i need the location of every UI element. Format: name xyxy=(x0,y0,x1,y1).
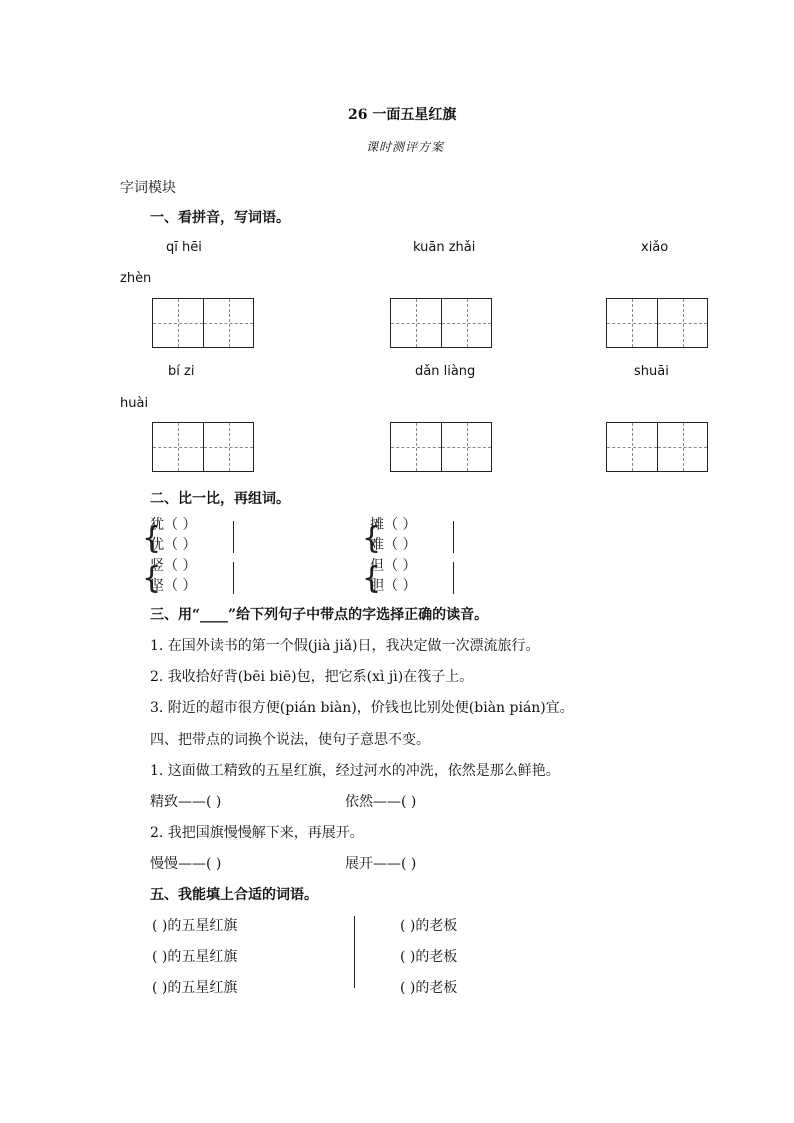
pinyin-label: shuāi xyxy=(634,364,669,379)
fill-blank-item[interactable]: ( )的老板 xyxy=(400,949,458,965)
pinyin-label: qī hēi xyxy=(166,240,202,255)
writing-grid[interactable] xyxy=(390,298,492,348)
page-subtitle: 课时测评方案 xyxy=(366,140,445,154)
compare-item: 胆（ ） xyxy=(370,578,417,594)
writing-cell[interactable] xyxy=(203,299,253,347)
q4-answer[interactable]: 精致——( ) xyxy=(150,794,222,810)
q3-sentence: 2. 我收拾好背(bēi biē)包，把它系(xì jì)在筏子上。 xyxy=(150,669,474,685)
writing-grid[interactable] xyxy=(152,422,254,472)
writing-cell[interactable] xyxy=(607,423,657,471)
writing-cell[interactable] xyxy=(441,423,491,471)
left-brace: { xyxy=(142,521,162,556)
q2-heading: 二、比一比，再组词。 xyxy=(150,491,290,507)
pinyin-label-wrap: zhèn xyxy=(120,271,152,286)
q1-heading: 一、看拼音，写词语。 xyxy=(150,210,290,226)
column-divider xyxy=(354,916,355,988)
writing-cell[interactable] xyxy=(607,299,657,347)
fill-blank-item[interactable]: ( )的老板 xyxy=(400,980,458,996)
writing-cell[interactable] xyxy=(203,423,253,471)
pinyin-label: bí zi xyxy=(168,364,195,379)
right-bracket xyxy=(233,521,234,553)
module-heading: 字词模块 xyxy=(120,180,176,196)
q3-sentence: 1. 在国外读书的第一个假(jià jiǎ)日，我决定做一次漂流旅行。 xyxy=(150,638,540,654)
left-brace: { xyxy=(362,561,382,596)
compare-item: 但（ ） xyxy=(370,558,417,574)
writing-cell[interactable] xyxy=(391,423,441,471)
q4-sentence: 1. 这面做工精致的五星红旗，经过河水的冲洗，依然是那么鲜艳。 xyxy=(150,763,560,779)
q4-heading: 四、把带点的词换个说法，使句子意思不变。 xyxy=(150,732,430,748)
writing-grid[interactable] xyxy=(606,298,708,348)
pinyin-label-wrap: huài xyxy=(120,396,149,411)
q4-answer[interactable]: 慢慢——( ) xyxy=(150,856,222,872)
writing-cell[interactable] xyxy=(153,299,203,347)
pinyin-label: dǎn liàng xyxy=(415,364,476,379)
q3-sentence: 3. 附近的超市很方便(pián biàn)，价钱也比别处便(biàn pián)宜。 xyxy=(150,700,574,716)
compare-item: 坚（ ） xyxy=(150,578,197,594)
writing-cell[interactable] xyxy=(391,299,441,347)
right-bracket xyxy=(453,521,454,553)
fill-blank-item[interactable]: ( )的五星红旗 xyxy=(152,918,238,934)
q5-heading: 五、我能填上合适的词语。 xyxy=(150,887,318,903)
right-bracket xyxy=(453,562,454,594)
q3-heading: 三、用“____”给下列句子中带点的字选择正确的读音。 xyxy=(150,607,489,623)
compare-item: 优（ ） xyxy=(150,537,197,553)
writing-cell[interactable] xyxy=(657,423,707,471)
fill-blank-item[interactable]: ( )的五星红旗 xyxy=(152,980,238,996)
compare-item: 犹（ ） xyxy=(150,517,197,533)
pinyin-label: xiǎo xyxy=(641,240,669,255)
fill-blank-item[interactable]: ( )的老板 xyxy=(400,918,458,934)
fill-blank-item[interactable]: ( )的五星红旗 xyxy=(152,949,238,965)
compare-item: 摊（ ） xyxy=(370,517,417,533)
compare-item: 竖（ ） xyxy=(150,558,197,574)
left-brace: { xyxy=(362,521,382,556)
compare-item: 难（ ） xyxy=(370,537,417,553)
q4-sentence: 2. 我把国旗慢慢解下来，再展开。 xyxy=(150,825,364,841)
writing-grid[interactable] xyxy=(606,422,708,472)
writing-grid[interactable] xyxy=(152,298,254,348)
pinyin-label: kuān zhǎi xyxy=(413,240,476,255)
writing-grid[interactable] xyxy=(390,422,492,472)
q4-answer[interactable]: 依然——( ) xyxy=(345,794,417,810)
writing-cell[interactable] xyxy=(153,423,203,471)
left-brace: { xyxy=(142,561,162,596)
writing-cell[interactable] xyxy=(657,299,707,347)
page-title: 26 一面五星红旗 xyxy=(348,107,457,123)
q4-answer[interactable]: 展开——( ) xyxy=(345,856,417,872)
right-bracket xyxy=(233,562,234,594)
writing-cell[interactable] xyxy=(441,299,491,347)
